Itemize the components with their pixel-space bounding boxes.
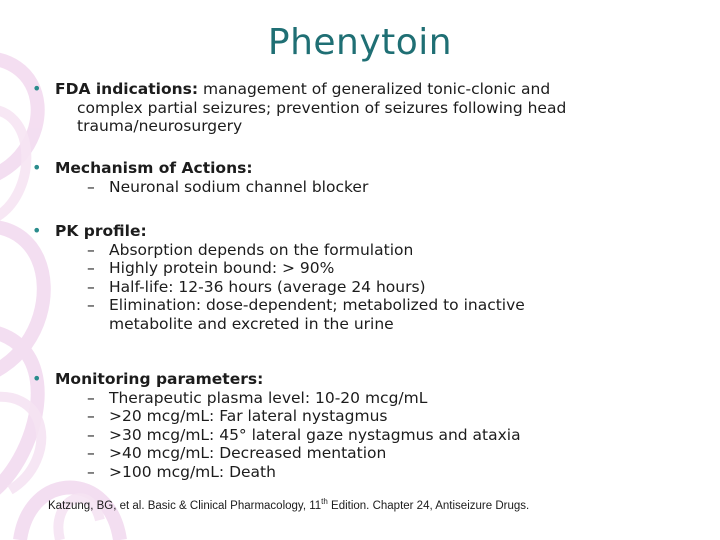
- dash-glyph: –: [87, 277, 95, 296]
- bullet-continuation: trauma/neurosurgery: [77, 117, 243, 135]
- sub-item-text: Therapeutic plasma level: 10-20 mcg/mL: [109, 388, 428, 407]
- sub-item-text: Absorption depends on the formulation: [109, 240, 414, 259]
- sub-item: [55, 296, 675, 333]
- sub-item-text: >100 mcg/mL: Death: [109, 462, 276, 481]
- bullet-fda-indications: [32, 79, 675, 136]
- bullet-dot: •: [32, 79, 42, 98]
- sub-item-text: >30 mcg/mL: 45° lateral gaze nystagmus and ataxia: [109, 425, 521, 444]
- bullet-heading: PK profile:: [55, 222, 147, 240]
- sub-item-text: Elimination: dose-dependent; metabolized to inactive: [109, 296, 525, 314]
- sub-item: [55, 426, 675, 445]
- sub-item-text: >20 mcg/mL: Far lateral nystagmus: [109, 407, 388, 425]
- dash-glyph: –: [87, 177, 95, 196]
- bullet-continuation: complex partial seizures; prevention of seizures following head: [77, 98, 567, 117]
- dash-glyph: –: [87, 388, 95, 407]
- sub-item: [55, 389, 675, 408]
- slide-title: Phenytoin: [267, 22, 453, 63]
- dash-glyph: –: [87, 296, 95, 314]
- citation-text: Katzung, BG, et al. Basic & Clinical Pharmacology, 11: [48, 499, 322, 512]
- sub-item: [55, 463, 675, 482]
- bullet-heading: FDA indications:: [55, 80, 199, 98]
- dash-glyph: –: [87, 444, 95, 462]
- dash-glyph: –: [87, 425, 95, 444]
- dash-glyph: –: [87, 259, 95, 277]
- sub-item: [55, 178, 675, 197]
- sub-item: [55, 278, 675, 297]
- bullet-pk-profile: [32, 221, 675, 333]
- bullet-heading: Monitoring parameters:: [55, 370, 264, 388]
- sub-item: [55, 407, 675, 426]
- citation-superscript: th: [321, 497, 328, 506]
- dash-glyph: –: [87, 240, 95, 259]
- citation-text-end: Edition. Chapter 24, Antiseizure Drugs.: [327, 499, 530, 512]
- sub-item-text: metabolite and excreted in the urine: [109, 314, 394, 333]
- sub-item-text: Highly protein bound: > 90%: [109, 259, 335, 277]
- dash-glyph: –: [87, 407, 95, 425]
- bullet-dot: •: [32, 221, 42, 240]
- bullet-dot: •: [32, 369, 42, 388]
- sub-item: [55, 259, 675, 278]
- sub-item: [55, 444, 675, 463]
- sub-item-text: >40 mcg/mL: Decreased mentation: [109, 444, 387, 462]
- bullet-text: management of generalized tonic-clonic and: [198, 80, 551, 98]
- sub-item-text: Half-life: 12-36 hours (average 24 hours): [109, 277, 426, 296]
- bullet-mechanism-of-actions: [32, 158, 675, 196]
- bullet-heading: Mechanism of Actions:: [55, 159, 253, 177]
- citation-footer: [48, 497, 688, 512]
- bullet-dot: •: [32, 158, 42, 177]
- dash-glyph: –: [87, 462, 95, 481]
- sub-item-text: Neuronal sodium channel blocker: [109, 177, 369, 196]
- sub-item: [55, 241, 675, 260]
- bullet-monitoring-parameters: [32, 369, 675, 481]
